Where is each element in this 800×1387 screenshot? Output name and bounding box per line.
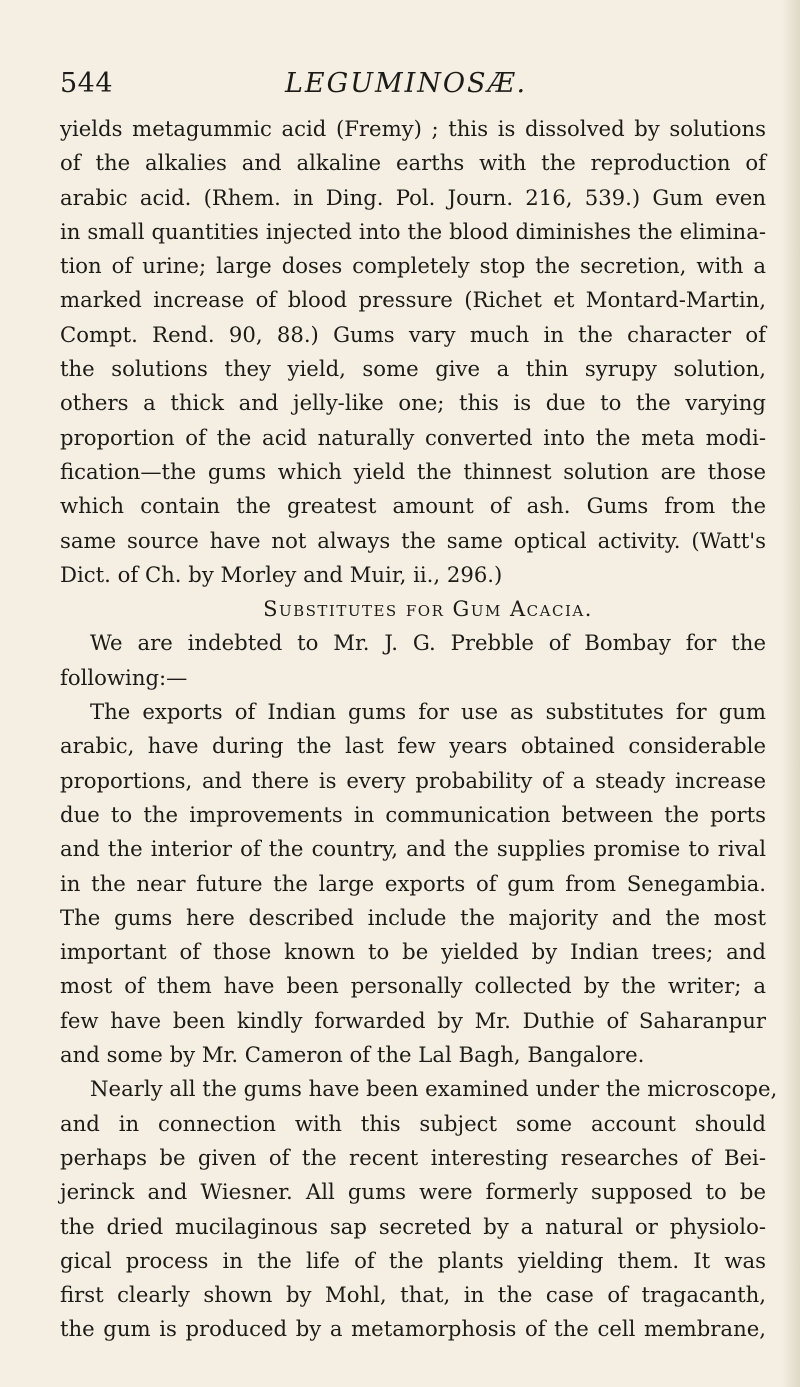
text-line: which contain the greatest amount of ash. Gums from the: [60, 493, 766, 519]
text-line: Compt. Rend. 90, 88.) Gums vary much in the character of: [60, 321, 766, 347]
text-line: jerinck and Wiesner. All gums were formerly supposed to be: [60, 1179, 766, 1205]
text-line: We are indebted to Mr. J. G. Prebble of Bombay for the: [90, 630, 766, 656]
text-line: perhaps be given of the recent interesting researches of Bei-: [60, 1144, 766, 1170]
text-line: arabic acid. (Rhem. in Ding. Pol. Journ. 216, 539.) Gum even: [60, 184, 766, 210]
text-line: the dried mucilaginous sap secreted by a natural or physiolo-: [60, 1213, 766, 1239]
text-line: marked increase of blood pressure (Richet et Montard-Martin,: [60, 287, 766, 313]
text-line: others a thick and jelly-like one; this is due to the varying: [60, 390, 766, 416]
text-line: in small quantities injected into the blood diminishes the elimina-: [60, 218, 766, 244]
text-line: due to the improvements in communication between the ports: [60, 801, 766, 827]
text-line: in the near future the large exports of gum from Senegambia.: [60, 870, 766, 896]
body-text: [60, 112, 778, 1347]
text-line: tion of urine; large doses completely stop the secretion, with a: [60, 253, 766, 279]
text-line: of the alkalies and alkaline earths with the reproduction of: [60, 150, 766, 176]
text-line: proportion of the acid naturally converted into the meta modi-: [60, 424, 766, 450]
text-line: the solutions they yield, some give a thin syrupy solution,: [60, 356, 766, 382]
text-line: same source have not always the same optical activity. (Watt's: [60, 527, 766, 553]
text-line: few have been kindly forwarded by Mr. Duthie of Saharanpur: [60, 1007, 766, 1033]
text-line: Dict. of Ch. by Morley and Muir, ii., 296.): [60, 561, 503, 587]
page-number: 544: [60, 68, 114, 99]
text-line: proportions, and there is every probability of a steady increase: [60, 767, 766, 793]
text-line: following:—: [60, 664, 188, 690]
text-line: most of them have been personally collected by the writer; a: [60, 973, 766, 999]
text-line: and some by Mr. Cameron of the Lal Bagh, Bangalore.: [60, 1042, 645, 1068]
text-line: The gums here described include the majority and the most: [60, 904, 766, 930]
text-line: first clearly shown by Mohl, that, in the case of tragacanth,: [60, 1282, 766, 1308]
text-line: arabic, have during the last few years obtained considerable: [60, 733, 766, 759]
text-line: and the interior of the country, and the supplies promise to rival: [60, 836, 766, 862]
text-line: important of those known to be yielded by Indian trees; and: [60, 939, 766, 965]
text-line: and in connection with this subject some account should: [60, 1110, 766, 1136]
section-heading: Substitutes for Gum Acacia.: [263, 597, 593, 622]
text-line: the gum is produced by a metamorphosis of the cell membrane,: [60, 1316, 766, 1342]
page-header: [60, 60, 760, 110]
text-line: Nearly all the gums have been examined under the microscope,: [90, 1076, 778, 1102]
text-line: fication—the gums which yield the thinnest solution are those: [60, 458, 766, 484]
text-line: yields metagummic acid (Fremy) ; this is dissolved by solutions: [60, 116, 766, 141]
running-title: LEGUMINOSÆ.: [285, 68, 528, 99]
page-edge-shadow: [782, 0, 800, 1387]
text-line: The exports of Indian gums for use as substitutes for gum: [90, 699, 766, 725]
text-line: gical process in the life of the plants yielding them. It was: [60, 1247, 766, 1273]
